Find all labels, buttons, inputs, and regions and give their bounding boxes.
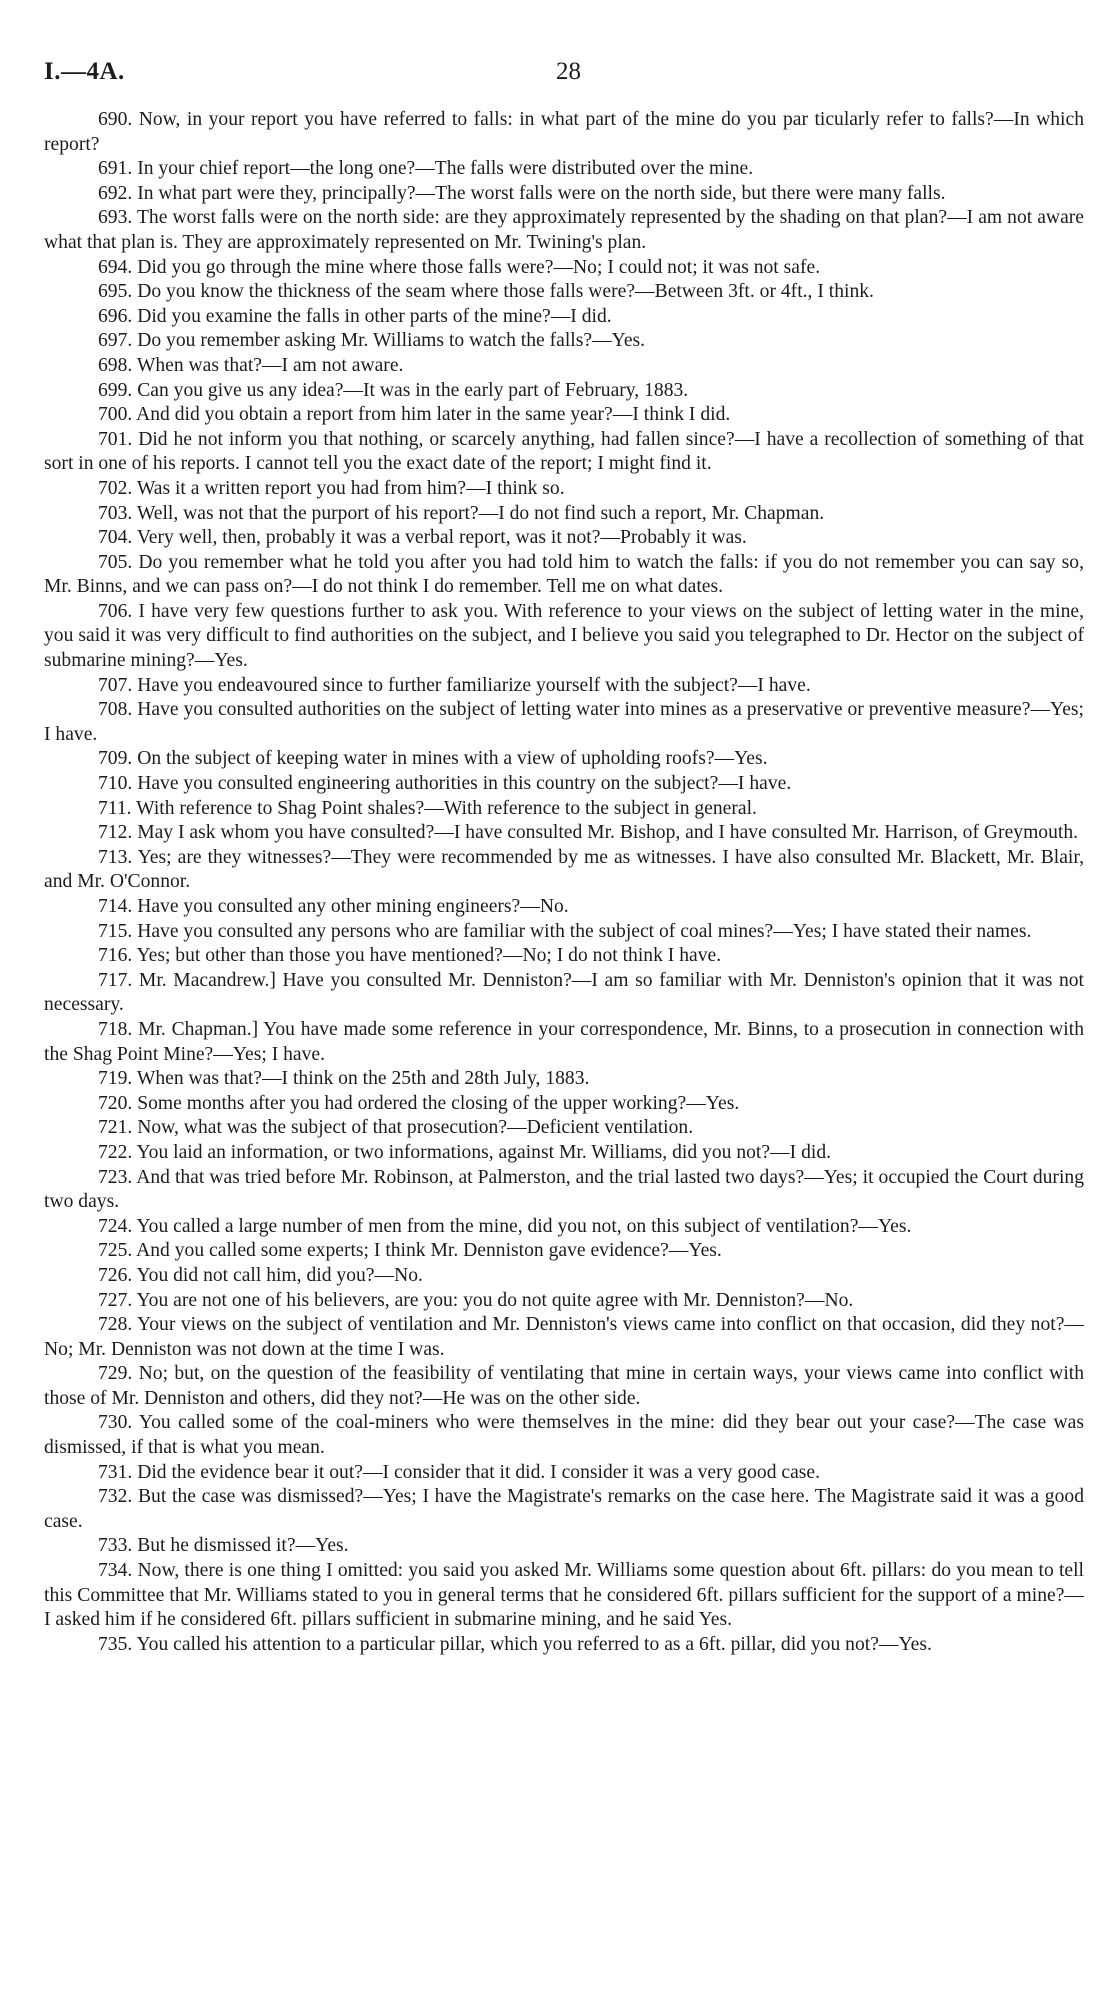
question-answer-paragraph: 716. Yes; but other than those you have mentioned?—No; I do not think I have. <box>98 945 722 967</box>
question-answer-paragraph: 702. Was it a written report you had from him?—I think so. <box>98 477 565 499</box>
question-answer-paragraph: 733. But he dismissed it?—Yes. <box>98 1535 349 1557</box>
question-answer-paragraph: 693. The worst falls were on the north side: are they approximately represented by the shading on that plan?—I am not aware what that plan is. They are approximately represented on Mr. Twining's plan. <box>44 207 1084 253</box>
document-reference: I.—4A. <box>44 58 125 85</box>
question-answer-paragraph: 710. Have you consulted engineering authorities in this country on the subject?—I have. <box>98 773 792 795</box>
question-answer-paragraph: 728. Your views on the subject of ventilation and Mr. Denniston's views came into conflict on that occasion, did they not?—No; Mr. Denniston was not down at the time I was. <box>44 1314 1084 1360</box>
question-answer-paragraph: 715. Have you consulted any persons who are familiar with the subject of coal mines?—Yes; I have stated their names. <box>98 920 1032 942</box>
question-answer-paragraph: 703. Well, was not that the purport of his report?—I do not find such a report, Mr. Chapman. <box>98 502 825 524</box>
question-answer-paragraph: 724. You called a large number of men from the mine, did you not, on this subject of ventilation?—Yes. <box>98 1215 912 1237</box>
question-answer-paragraph: 721. Now, what was the subject of that prosecution?—Deficient ventilation. <box>98 1117 694 1139</box>
question-answer-paragraph: 694. Did you go through the mine where those falls were?—No; I could not; it was not safe. <box>98 256 821 278</box>
question-answer-paragraph: 690. Now, in your report you have referred to falls: in what part of the mine do you par ticularly refer to falls?—In which report? <box>44 109 1084 155</box>
question-answer-paragraph: 729. No; but, on the question of the feasibility of ventilating that mine in certain ways, your views came into conflict with those of Mr. Denniston and others, did they not?—He was on the other side. <box>44 1363 1084 1409</box>
question-answer-paragraph: 727. You are not one of his believers, are you: you do not quite agree with Mr. Denniston?—No. <box>98 1289 854 1311</box>
question-answer-paragraph: 704. Very well, then, probably it was a verbal report, was it not?—Probably it was. <box>98 527 747 549</box>
question-answer-paragraph: 705. Do you remember what he told you after you had told him to watch the falls: if you do not remember you can say so, Mr. Binns, and we can pass on?—I do not think I do remember. Tell me on what dates. <box>44 551 1084 598</box>
question-answer-paragraph: 700. And did you obtain a report from him later in the same year?—I think I did. <box>98 404 731 426</box>
question-answer-paragraph: 713. Yes; are they witnesses?—They were recommended by me as witnesses. I have also consulted Mr. Blackett, Mr. Blair, and Mr. O'Connor. <box>44 846 1084 893</box>
question-answer-paragraph: 701. Did he not inform you that nothing, or scarcely anything, had fallen since?—I have a recollection of something of that sort in one of his reports. I cannot tell you the exact date of the report; I might find it. <box>44 428 1084 475</box>
question-answer-paragraph: 699. Can you give us any idea?—It was in the early part of February, 1883. <box>98 379 689 401</box>
question-answer-paragraph: 725. And you called some experts; I think Mr. Denniston gave evidence?—Yes. <box>98 1240 722 1262</box>
testimony-text <box>44 108 1084 1657</box>
question-answer-paragraph: 718. Mr. Chapman.] You have made some reference in your correspondence, Mr. Binns, to a prosecution in connection with the Shag Point Mine?—Yes; I have. <box>44 1018 1084 1065</box>
question-answer-paragraph: 691. In your chief report—the long one?—The falls were distributed over the mine. <box>98 158 754 180</box>
question-answer-paragraph: 711. With reference to Shag Point shales?—With reference to the subject in general. <box>98 797 757 819</box>
question-answer-paragraph: 707. Have you endeavoured since to further familiarize yourself with the subject?—I have. <box>98 674 811 696</box>
question-answer-paragraph: 696. Did you examine the falls in other parts of the mine?—I did. <box>98 305 612 327</box>
page-number: 28 <box>556 58 581 85</box>
question-answer-paragraph: 709. On the subject of keeping water in mines with a view of upholding roofs?—Yes. <box>98 748 768 770</box>
question-answer-paragraph: 720. Some months after you had ordered the closing of the upper working?—Yes. <box>98 1092 740 1114</box>
question-answer-paragraph: 723. And that was tried before Mr. Robinson, at Palmerston, and the trial lasted two days?—Yes; it occupied the Court during two days. <box>44 1166 1084 1213</box>
question-answer-paragraph: 712. May I ask whom you have consulted?—I have consulted Mr. Bishop, and I have consulted Mr. Harrison, of Greymouth. <box>98 822 1079 844</box>
question-answer-paragraph: 695. Do you know the thickness of the seam where those falls were?—Between 3ft. or 4ft., I think. <box>98 281 874 303</box>
question-answer-paragraph: 698. When was that?—I am not aware. <box>98 354 404 376</box>
question-answer-paragraph: 714. Have you consulted any other mining engineers?—No. <box>98 896 569 917</box>
page-header <box>44 58 1084 98</box>
question-answer-paragraph: 734. Now, there is one thing I omitted: you said you asked Mr. Williams some question about 6ft. pillars: do you mean to tell this Committee that Mr. Williams stated to you in general terms that he considered 6ft. pillars sufficient for the support of a mine?—I asked him if he considered 6ft. pillars sufficient in submarine mining, and he said Yes. <box>44 1560 1084 1631</box>
question-answer-paragraph: 735. You called his attention to a particular pillar, which you referred to as a 6ft. pillar, did you not?—Yes. <box>98 1633 932 1655</box>
question-answer-paragraph: 692. In what part were they, principally?—The worst falls were on the north side, but there were many falls. <box>98 182 946 204</box>
question-answer-paragraph: 730. You called some of the coal-miners who were themselves in the mine: did they bear out your case?—The case was dismissed, if that is what you mean. <box>44 1412 1084 1459</box>
question-answer-paragraph: 722. You laid an information, or two informations, against Mr. Williams, did you not?—I did. <box>98 1141 832 1163</box>
question-answer-paragraph: 708. Have you consulted authorities on the subject of letting water into mines as a preservative or preventive measure?—Yes; I have. <box>44 699 1084 745</box>
question-answer-paragraph: 697. Do you remember asking Mr. Williams to watch the falls?—Yes. <box>98 330 646 352</box>
question-answer-paragraph: 706. I have very few questions further to ask you. With reference to your views on the subject of letting water in the mine, you said it was very difficult to find authorities on the subject, and I believe you said you telegraphed to Dr. Hector on the subject of submarine mining?—Yes. <box>44 600 1084 672</box>
question-answer-paragraph: 732. But the case was dismissed?—Yes; I have the Magistrate's remarks on the case here. The Magistrate said it was a good case. <box>44 1486 1084 1532</box>
question-answer-paragraph: 717. Mr. Macandrew.] Have you consulted Mr. Denniston?—I am so familiar with Mr. Denniston's opinion that it was not necessary. <box>44 969 1084 1016</box>
question-answer-paragraph: 726. You did not call him, did you?—No. <box>98 1264 423 1286</box>
question-answer-paragraph: 719. When was that?—I think on the 25th and 28th July, 1883. <box>98 1068 590 1090</box>
question-answer-paragraph: 731. Did the evidence bear it out?—I consider that it did. I consider it was a very good case. <box>98 1461 821 1483</box>
